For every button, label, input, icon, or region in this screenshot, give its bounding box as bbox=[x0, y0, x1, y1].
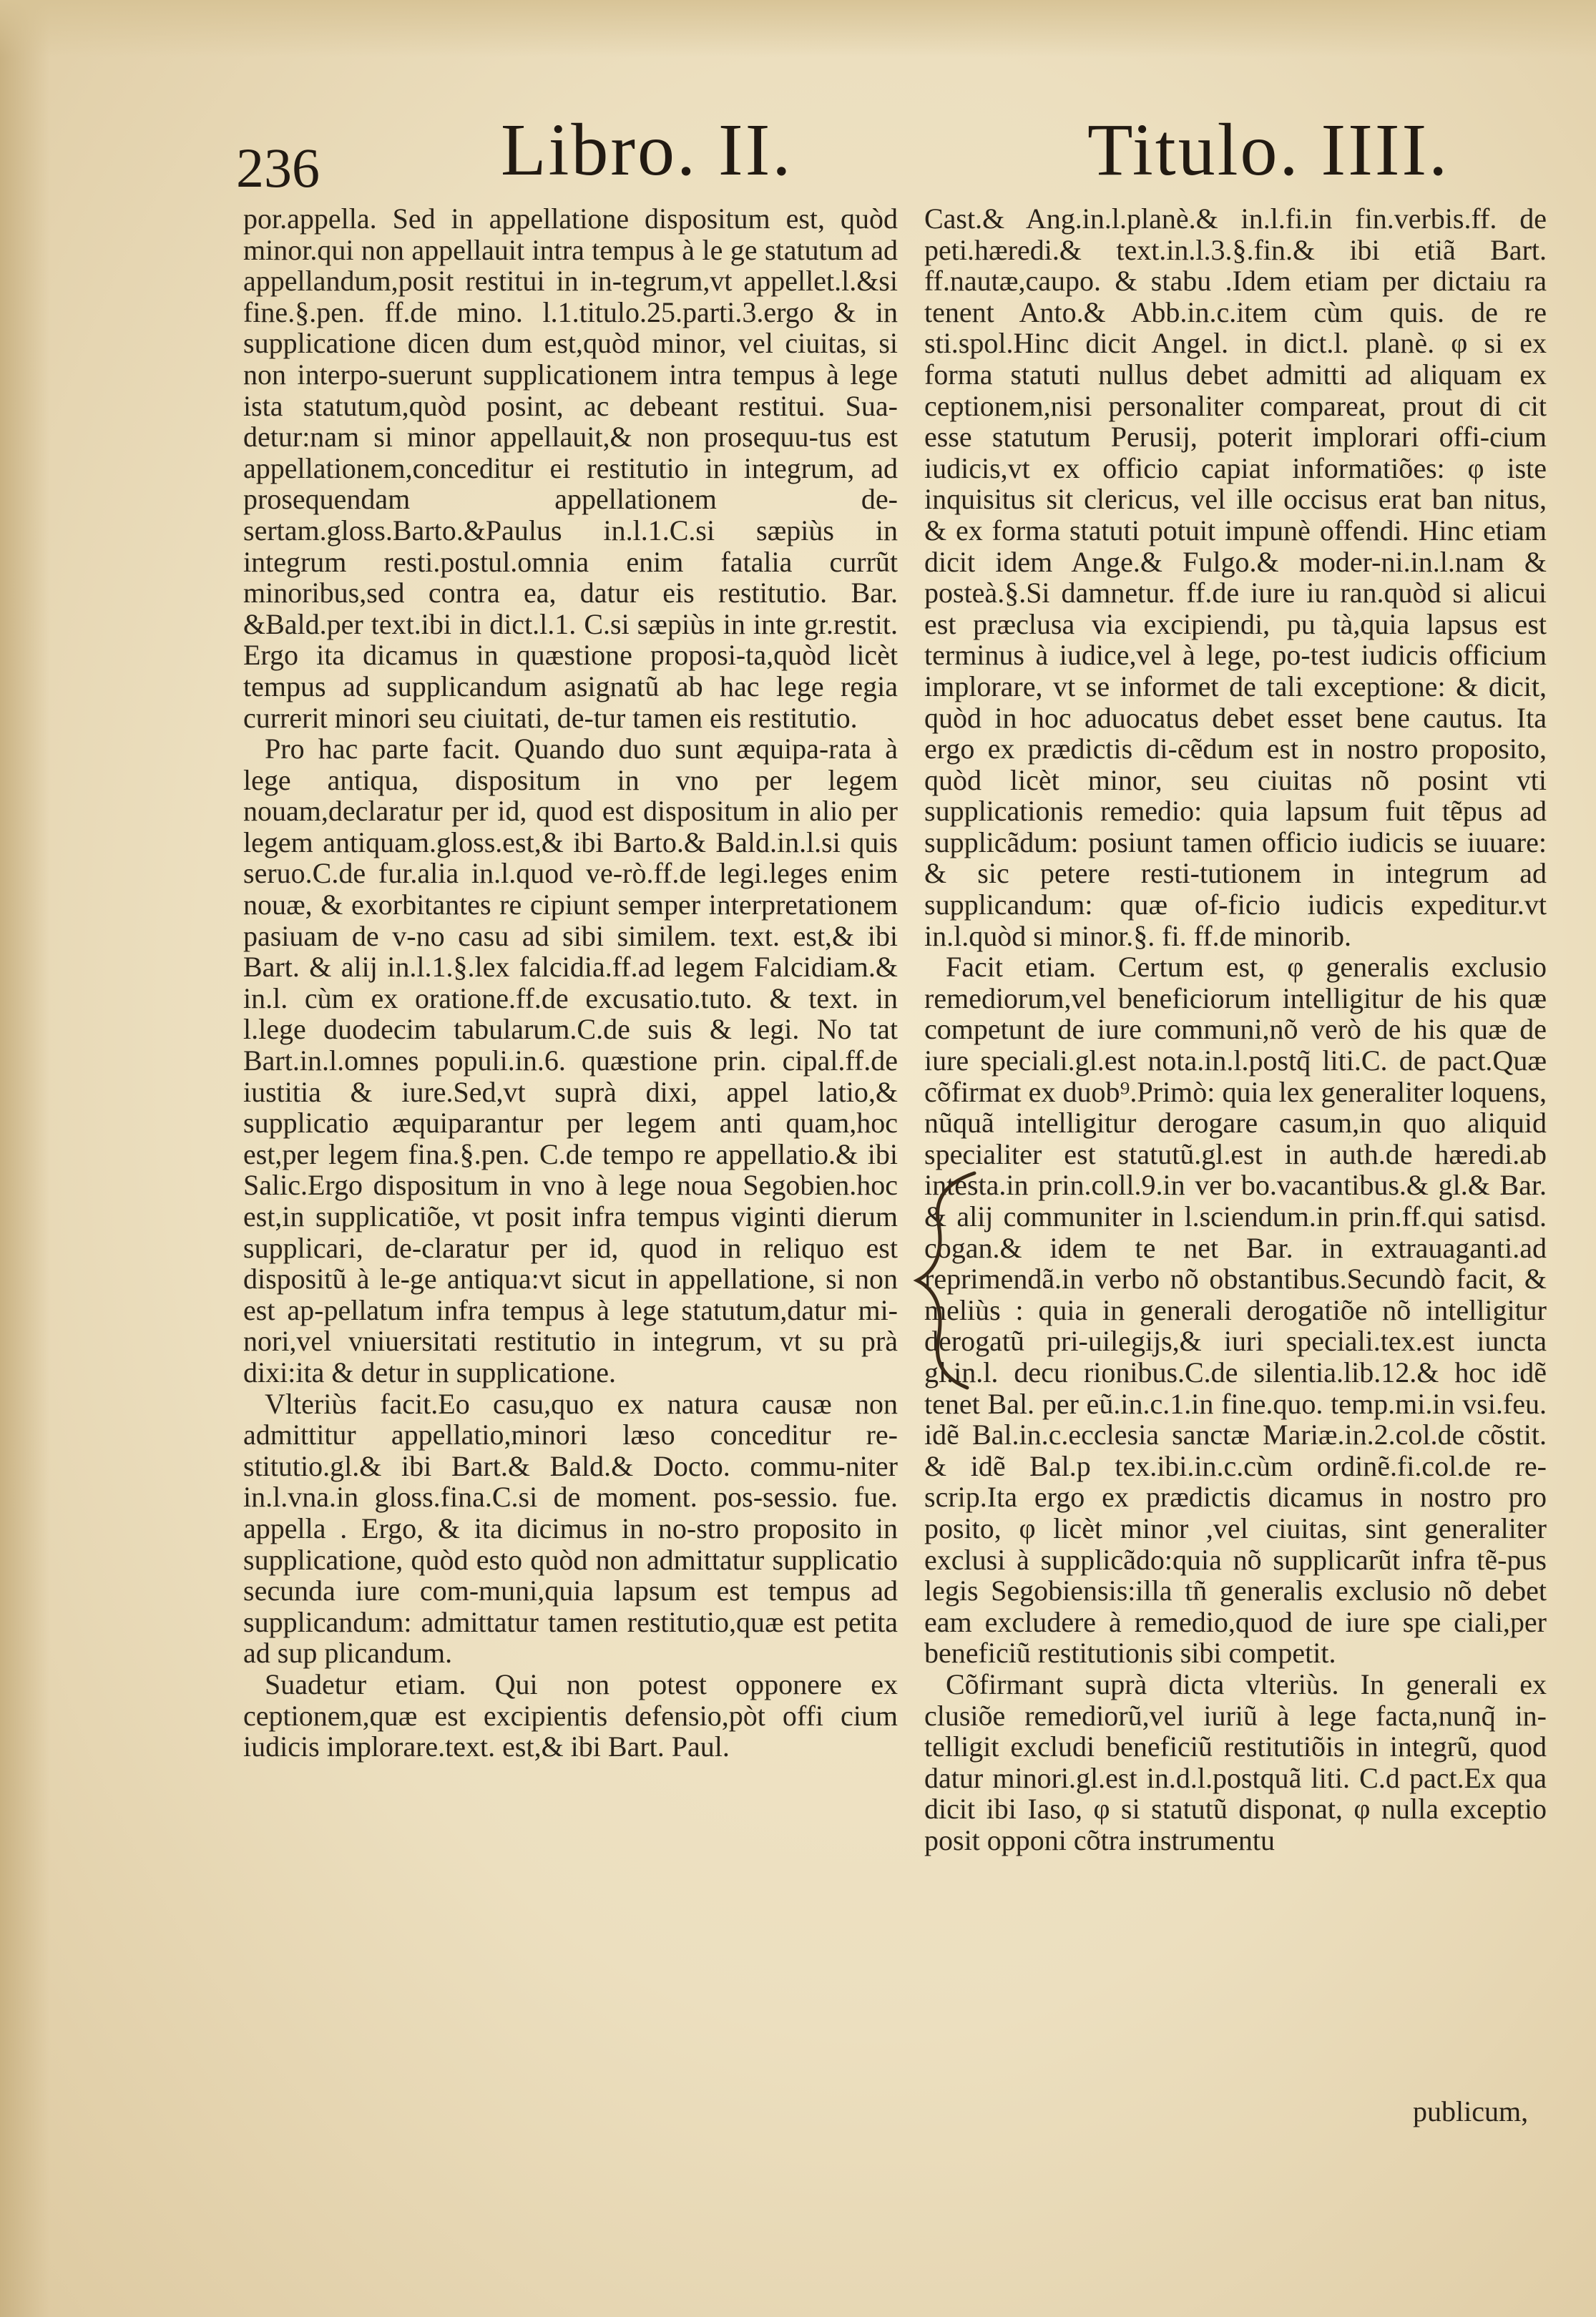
catchword: publicum, bbox=[1413, 2095, 1529, 2127]
left-column bbox=[243, 203, 898, 1763]
folio-number: 236 bbox=[236, 137, 320, 199]
running-header bbox=[236, 107, 1452, 200]
paragraph: Suadetur etiam. Qui non potest opponere ex ceptionem,quæ est excipientis defensio,pòt offi cium iudicis implorare.text. est,& ibi Bart. Paul. bbox=[243, 1667, 898, 1763]
marginal-ink-bracket bbox=[888, 1159, 989, 1402]
paragraph: Cast.& Ang.in.l.planè.& in.l.fi.in fin.verbis.ff. de peti.hæredi.& text.in.l.3.§.fin.& ibi etiã Bart. ff.nautæ,caupo. & stabu .Idem etiam per dictaiu ra tenent Anto.& Abb.in.c.item cùm quis. de re sti.spol.Hinc dicit Angel. in dict.l. planè. φ si ex forma statuti nullus debet admitti ad aliquam ex ceptionem,nisi personaliter compareat, prout di cit esse statutum Perusij, poterit implorari offi-cium iudicis,vt ex officio capiat informatiões: φ iste inquisitus sit clericus, vel ille occisus erat ban nitus, & ex forma statuti potuit impunè offendi. Hinc etiam dicit idem Ange.& Fulgo.& moder-ni.in.l.nam & posteà.§.Si damnetur. ff.de iure iu ran.quòd si alicui est præclusa via excipiendi, pu tà,quia lapsus est terminus à iudice,vel à lege, po-test iudicis officium implorare, vt se informet de tali exceptione: & dicit, quòd in hoc aduocatus debet esset bene cautus. Ita ergo ex prædictis di-cẽdum est in nostro proposito, quòd licèt minor, seu ciuitas nõ posint vti supplicationis remedio: quia lapsum fuit tẽpus ad supplicãdum: posiunt tamen officio iudicis se iuuare: & sic petere resti-tutionem in integrum ad supplicandum: quæ of-ficio iudicis expeditur.vt in.l.quòd si minor.§. fi. ff.de minorib. bbox=[924, 202, 1547, 952]
right-column bbox=[924, 203, 1547, 1856]
paragraph: Vlteriùs facit.Eo casu,quo ex natura causæ non admittitur appellatio,minori læso conceditur re-stitutio.gl.& ibi Bart.& Bald.& Docto. commu-niter in.l.vna.in gloss.fina.C.si de moment. pos-sessio. fue. appella . Ergo, & ita dicimus in no-stro proposito in supplicatione, quòd esto quòd non admittatur supplicatio secunda iure com-muni,quia lapsum est tempus ad supplicandum: admittatur tamen restitutio,quæ est petita ad sup plicandum. bbox=[243, 1387, 898, 1670]
book-heading: Libro. II. bbox=[501, 109, 793, 191]
paragraph: por.appella. Sed in appellatione dispositum est, quòd minor.qui non appellauit intra tempus à le ge statutum ad appellandum,posit restitui in in-tegrum,vt appellet.l.&si fine.§.pen. ff.de mino. l.1.titulo.25.parti.3.ergo & in supplicatione dicen dum est,quòd minor, vel ciuitas, si non interpo-suerunt supplicationem intra tempus à lege ista statutum,quòd posint, ac debeant restitui. Sua-detur:nam si minor appellauit,& non prosequu-tus est appellationem,conceditur ei restitutio in integrum, ad prosequendam appellationem de-sertam.gloss.Barto.&Paulus in.l.1.C.si sæpiùs in integrum resti.postul.omnia enim fatalia currũt minoribus,sed contra ea, datur eis restitutio. Bar. &Bald.per text.ibi in dict.l.1. C.si sæpiùs in inte gr.restit. Ergo ita dicamus in quæstione proposi-ta,quòd licèt tempus ad supplicandum asignatũ ab hac lege regia currerit minori seu ciuitati, de-tur tamen eis restitutio. bbox=[243, 202, 898, 734]
paragraph: Cõfirmant suprà dicta vlteriùs. In generali ex clusiõe remediorũ,vel iuriũ à lege facta,nunq̃ in-telligit excludi beneficiũ restitutiõis in integrũ, quod datur minori.gl.est in.d.l.postquã liti. C.d pact.Ex qua dicit ibi Iaso, φ si statutũ disponat, φ nulla exceptio posit opponi cõtra instrumentu bbox=[924, 1667, 1547, 1856]
paragraph: Facit etiam. Certum est, φ generalis exclusio remediorum,vel beneficiorum intelligitur de his quæ competunt de iure communi,nõ verò de his quæ de iure speciali.gl.est nota.in.l.postq̃ liti.C. de pact.Quæ cõfirmat ex duob⁹.Primò: quia lex generaliter loquens, nũquã intelligitur derogare casum,in quo aliquid specialiter est statutũ.gl.est in auth.de hæredi.ab intesta.in prin.coll.9.in ver bo.vacantibus.& gl.& Bar. & alij communiter in l.sciendum.in prin.ff.qui satisd. cogan.& idem te net Bar. in extrauaganti.ad reprimendã.in verbo nõ obstantibus.Secundò facit, & meliùs : quia in generali derogatiõe nõ intelligitur derogatũ pri-uilegijs,& iuri speciali.tex.est iuncta gl.in.l. decu rionibus.C.de silentia.lib.12.& hoc idẽ tenet Bal. per eũ.in.c.1.in fine.quo. temp.mi.in vsi.feu. idẽ Bal.in.c.ecclesia sanctæ Mariæ.in.2.col.de cõstit. & idẽ Bal.p tex.ibi.in.c.cùm ordinẽ.fi.col.de re-scrip.Ita ergo ex prædictis dicamus in nostro pro posito, φ licèt minor ,vel ciuitas, sint generaliter exclusi à supplicãdo:quia nõ supplicarũt infra tẽ-pus legis Segobiensis:illa tñ generalis exclusio nõ debet eam excludere à remedio,quod de iure spe ciali,per beneficiũ restitutionis sibi competit. bbox=[924, 951, 1547, 1670]
page-shadow-left bbox=[0, 0, 50, 2317]
paragraph: Pro hac parte facit. Quando duo sunt æquipa-rata à lege antiqua, dispositum in vno per legem nouam,declaratur per id, quod est dispositum in alio per legem antiquam.gloss.est,& ibi Barto.& Bald.in.l.si quis seruo.C.de fur.alia in.l.quod ve-rò.ff.de legi.leges enim nouæ, & exorbitantes re cipiunt semper interpretationem pasiuam de v-no casu ad sibi similem. text. est,& ibi Bart. & alij in.l.1.§.lex falcidia.ff.ad legem Falcidiam.& in.l. cùm ex oratione.ff.de excusatio.tuto. & text. in l.lege duodecim tabularum.C.de suis & legi. No tat Bart.in.l.omnes populi.in.6. quæstione prin. cipal.ff.de iustitia & iure.Sed,vt suprà dixi, appel latio,& supplicatio æquiparantur per legem anti quam,hoc est,per legem fina.§.pen. C.de tempo re appellatio.& ibi Salic.Ergo dispositum in vno à lege noua Segobien.hoc est,in supplicatiõe, vt posit infra tempus viginti dierum supplicari, de-claratur per id, quod in reliquo est dispositũ à le-ge antiqua:vt sicut in appellatione, si non est ap-pellatum infra tempus à lege statutum,datur mi-nori,vel vniuersitati restitutio in integrum, vt su prà dixi:ita & detur in supplicatione. bbox=[243, 733, 898, 1388]
page-shadow-top bbox=[0, 0, 1596, 57]
title-heading: Titulo. IIII. bbox=[1087, 109, 1450, 191]
